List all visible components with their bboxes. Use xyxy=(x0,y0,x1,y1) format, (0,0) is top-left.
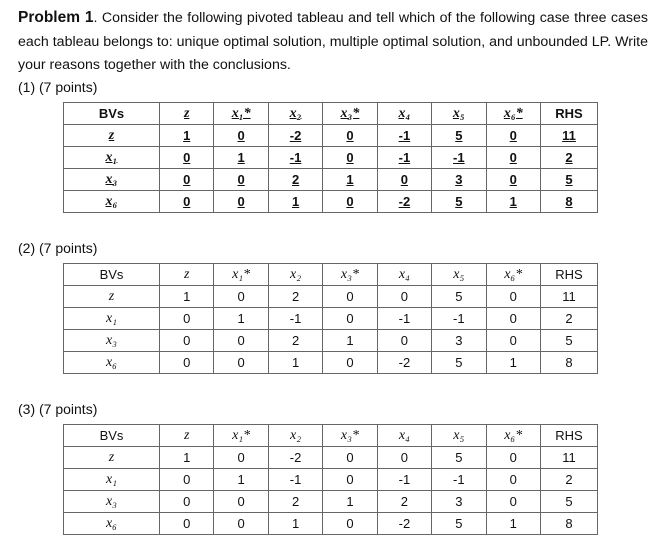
header-cell: RHS xyxy=(541,425,598,447)
basic-variable-cell: x₃ xyxy=(64,491,160,513)
table-cell: 0 xyxy=(214,491,268,513)
table-cell: 0 xyxy=(323,447,377,469)
table-cell: 1 xyxy=(268,513,322,535)
basic-variable-cell: x₁ xyxy=(64,147,160,169)
table-cell: -1 xyxy=(268,469,322,491)
table-cell: 0 xyxy=(214,191,268,213)
table-cell: -1 xyxy=(377,308,431,330)
table-cell: 0 xyxy=(160,469,214,491)
header-cell: z xyxy=(160,264,214,286)
table-cell: 1 xyxy=(323,169,377,191)
table-cell: 0 xyxy=(214,330,268,352)
table-cell: 0 xyxy=(214,513,268,535)
part-3-label: (3) (7 points) xyxy=(18,401,98,417)
header-cell: RHS xyxy=(541,103,598,125)
table-row xyxy=(64,125,598,147)
header-cell: x₂ xyxy=(268,264,322,286)
table-cell: 0 xyxy=(486,330,540,352)
table-cell: 0 xyxy=(377,330,431,352)
table-cell: 0 xyxy=(377,169,431,191)
table-cell: 0 xyxy=(160,308,214,330)
table-row xyxy=(64,469,598,491)
header-cell: x₃* xyxy=(323,264,377,286)
header-cell: x₆* xyxy=(486,425,540,447)
table-cell: 0 xyxy=(323,147,377,169)
table-cell: 1 xyxy=(214,308,268,330)
table-cell: 0 xyxy=(214,286,268,308)
table-row xyxy=(64,147,598,169)
table-cell: 0 xyxy=(323,308,377,330)
header-cell: x₅ xyxy=(432,103,486,125)
table-cell: 1 xyxy=(214,469,268,491)
tableau-2 xyxy=(63,263,598,374)
table-cell: -2 xyxy=(377,191,431,213)
header-cell: BVs xyxy=(64,264,160,286)
basic-variable-cell: x₁ xyxy=(64,308,160,330)
table-cell: 2 xyxy=(377,491,431,513)
table-cell: 2 xyxy=(268,330,322,352)
table-cell: -2 xyxy=(268,447,322,469)
table-cell: 0 xyxy=(160,169,214,191)
table-cell: 0 xyxy=(323,469,377,491)
table-row xyxy=(64,513,598,535)
table-row xyxy=(64,191,598,213)
header-cell: x₂ xyxy=(268,425,322,447)
rhs-cell: 11 xyxy=(541,286,598,308)
table-cell: 0 xyxy=(214,352,268,374)
header-row xyxy=(64,425,598,447)
table-cell: -2 xyxy=(268,125,322,147)
table-cell: 1 xyxy=(323,491,377,513)
table-row xyxy=(64,447,598,469)
table-cell: 0 xyxy=(160,191,214,213)
table-cell: 0 xyxy=(323,352,377,374)
table-cell: 0 xyxy=(160,147,214,169)
table-cell: 1 xyxy=(486,513,540,535)
table-cell: 0 xyxy=(160,330,214,352)
basic-variable-cell: x₁ xyxy=(64,469,160,491)
tableau-1 xyxy=(63,102,598,213)
part-2-label: (2) (7 points) xyxy=(18,240,98,256)
header-cell: BVs xyxy=(64,103,160,125)
table-row xyxy=(64,308,598,330)
basic-variable-cell: x₆ xyxy=(64,513,160,535)
rhs-cell: 2 xyxy=(541,147,598,169)
basic-variable-cell: z xyxy=(64,286,160,308)
table-cell: -1 xyxy=(432,147,486,169)
header-cell: x₆* xyxy=(486,264,540,286)
table-cell: 5 xyxy=(432,352,486,374)
table-cell: 0 xyxy=(323,286,377,308)
header-cell: x₆* xyxy=(486,103,540,125)
header-cell: x₄ xyxy=(377,103,431,125)
rhs-cell: 8 xyxy=(541,352,598,374)
table-cell: 0 xyxy=(160,491,214,513)
table-cell: 1 xyxy=(214,147,268,169)
table-cell: 1 xyxy=(323,330,377,352)
table-cell: 1 xyxy=(268,352,322,374)
table-cell: 3 xyxy=(432,330,486,352)
table-cell: 1 xyxy=(486,352,540,374)
table-cell: -1 xyxy=(377,469,431,491)
table-cell: 1 xyxy=(160,447,214,469)
header-cell: x₄ xyxy=(377,264,431,286)
basic-variable-cell: z xyxy=(64,447,160,469)
header-cell: x₃* xyxy=(323,425,377,447)
table-row xyxy=(64,352,598,374)
problem-statement xyxy=(18,6,648,78)
table-cell: 0 xyxy=(486,286,540,308)
header-cell: z xyxy=(160,425,214,447)
header-cell: RHS xyxy=(541,264,598,286)
rhs-cell: 8 xyxy=(541,513,598,535)
table-cell: -1 xyxy=(268,147,322,169)
basic-variable-cell: x₆ xyxy=(64,191,160,213)
table-cell: 0 xyxy=(486,125,540,147)
table-cell: -2 xyxy=(377,352,431,374)
table-row xyxy=(64,169,598,191)
table-cell: -1 xyxy=(432,308,486,330)
table-cell: 0 xyxy=(486,308,540,330)
rhs-cell: 2 xyxy=(541,469,598,491)
table-cell: 0 xyxy=(160,513,214,535)
table-cell: 3 xyxy=(432,169,486,191)
rhs-cell: 8 xyxy=(541,191,598,213)
table-cell: 0 xyxy=(214,169,268,191)
header-row xyxy=(64,103,598,125)
table-cell: 1 xyxy=(486,191,540,213)
table-cell: 5 xyxy=(432,447,486,469)
rhs-cell: 2 xyxy=(541,308,598,330)
table-cell: 3 xyxy=(432,491,486,513)
tableau-3 xyxy=(63,424,598,535)
table-cell: 1 xyxy=(160,125,214,147)
basic-variable-cell: x₆ xyxy=(64,352,160,374)
header-cell: x₁* xyxy=(214,264,268,286)
table-cell: 2 xyxy=(268,286,322,308)
table-cell: 0 xyxy=(486,469,540,491)
table-cell: 0 xyxy=(486,491,540,513)
table-cell: 0 xyxy=(323,513,377,535)
table-cell: 5 xyxy=(432,125,486,147)
part-1-label: (1) (7 points) xyxy=(18,79,98,95)
table-cell: 0 xyxy=(377,447,431,469)
table-cell: 5 xyxy=(432,191,486,213)
table-cell: 0 xyxy=(160,352,214,374)
table-cell: -1 xyxy=(377,125,431,147)
rhs-cell: 11 xyxy=(541,125,598,147)
table-cell: -1 xyxy=(377,147,431,169)
table-cell: 1 xyxy=(268,191,322,213)
table-cell: 2 xyxy=(268,169,322,191)
header-cell: z xyxy=(160,103,214,125)
rhs-cell: 11 xyxy=(541,447,598,469)
table-cell: 5 xyxy=(432,513,486,535)
table-row xyxy=(64,286,598,308)
table-cell: 0 xyxy=(214,125,268,147)
rhs-cell: 5 xyxy=(541,491,598,513)
header-cell: x₅ xyxy=(432,264,486,286)
table-cell: 0 xyxy=(486,169,540,191)
problem-label: Problem 1 xyxy=(18,9,94,26)
header-cell: x₅ xyxy=(432,425,486,447)
table-cell: 0 xyxy=(214,447,268,469)
table-cell: 5 xyxy=(432,286,486,308)
problem-text: . Consider the following pivoted tableau and tell which of the following case three cases each tableau belongs to: unique optimal solution, multiple optimal solution, and unbounded LP. Write your reasons together with the conclusions. xyxy=(18,10,648,73)
header-row xyxy=(64,264,598,286)
table-cell: 0 xyxy=(486,147,540,169)
table-row xyxy=(64,330,598,352)
table-cell: 1 xyxy=(160,286,214,308)
table-cell: -1 xyxy=(268,308,322,330)
table-cell: -2 xyxy=(377,513,431,535)
basic-variable-cell: x₃ xyxy=(64,330,160,352)
table-cell: 0 xyxy=(323,125,377,147)
header-cell: x₂ xyxy=(268,103,322,125)
basic-variable-cell: z xyxy=(64,125,160,147)
table-row xyxy=(64,491,598,513)
basic-variable-cell: x₃ xyxy=(64,169,160,191)
header-cell: x₄ xyxy=(377,425,431,447)
header-cell: x₃* xyxy=(323,103,377,125)
table-cell: 0 xyxy=(486,447,540,469)
rhs-cell: 5 xyxy=(541,169,598,191)
table-cell: 0 xyxy=(377,286,431,308)
table-cell: 0 xyxy=(323,191,377,213)
header-cell: x₁* xyxy=(214,425,268,447)
rhs-cell: 5 xyxy=(541,330,598,352)
header-cell: x₁* xyxy=(214,103,268,125)
table-cell: -1 xyxy=(432,469,486,491)
header-cell: BVs xyxy=(64,425,160,447)
table-cell: 2 xyxy=(268,491,322,513)
